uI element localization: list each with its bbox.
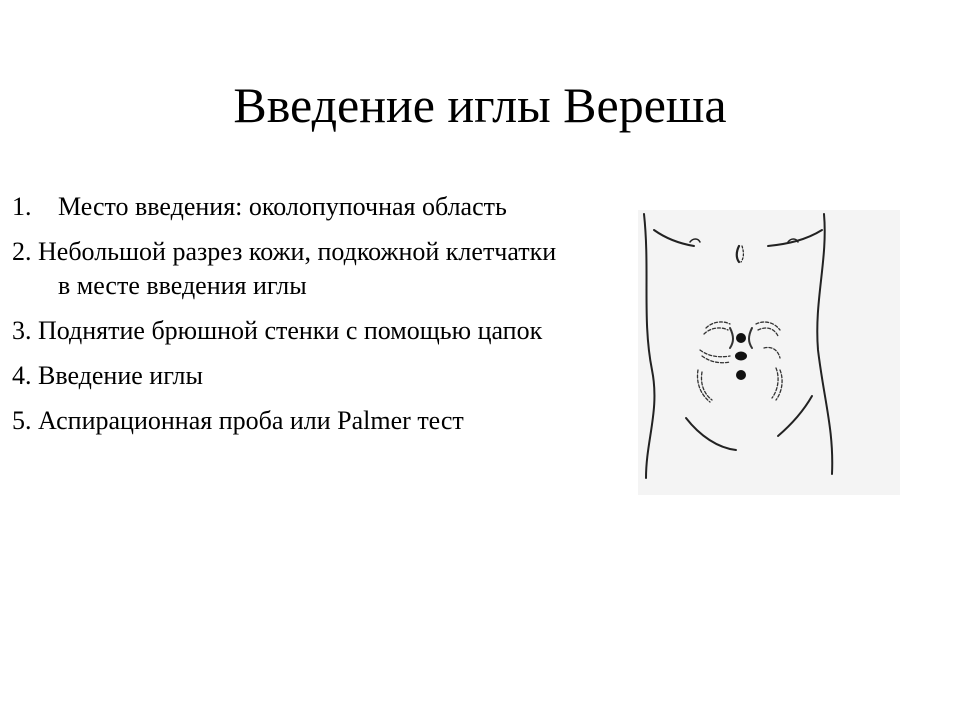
step-text: Поднятие брюшной стенки с помощью цапок xyxy=(38,316,543,345)
step-number: 2. xyxy=(12,237,38,266)
step-item-4 xyxy=(12,359,572,393)
step-text: Небольшой разрез кожи, подкожной клетчатки в месте введения иглы xyxy=(38,237,557,300)
step-number: 1. xyxy=(12,192,32,221)
step-number: 5. xyxy=(12,406,38,435)
step-item-5 xyxy=(12,404,572,438)
step-text: Место введения: околопупочная область xyxy=(58,192,507,221)
step-text: Введение иглы xyxy=(38,361,204,390)
slide-title: Введение иглы Вереша xyxy=(233,77,727,133)
abdomen-illustration-icon xyxy=(638,210,900,495)
step-item-1 xyxy=(12,190,572,224)
steps-list xyxy=(12,190,572,449)
step-number: 3. xyxy=(12,316,38,345)
step-item-3 xyxy=(12,314,572,348)
step-text: Аспирационная проба или Palmer тест xyxy=(38,406,464,435)
step-number: 4. xyxy=(12,361,38,390)
step-item-2 xyxy=(12,235,572,303)
abdomen-figure xyxy=(638,210,900,495)
